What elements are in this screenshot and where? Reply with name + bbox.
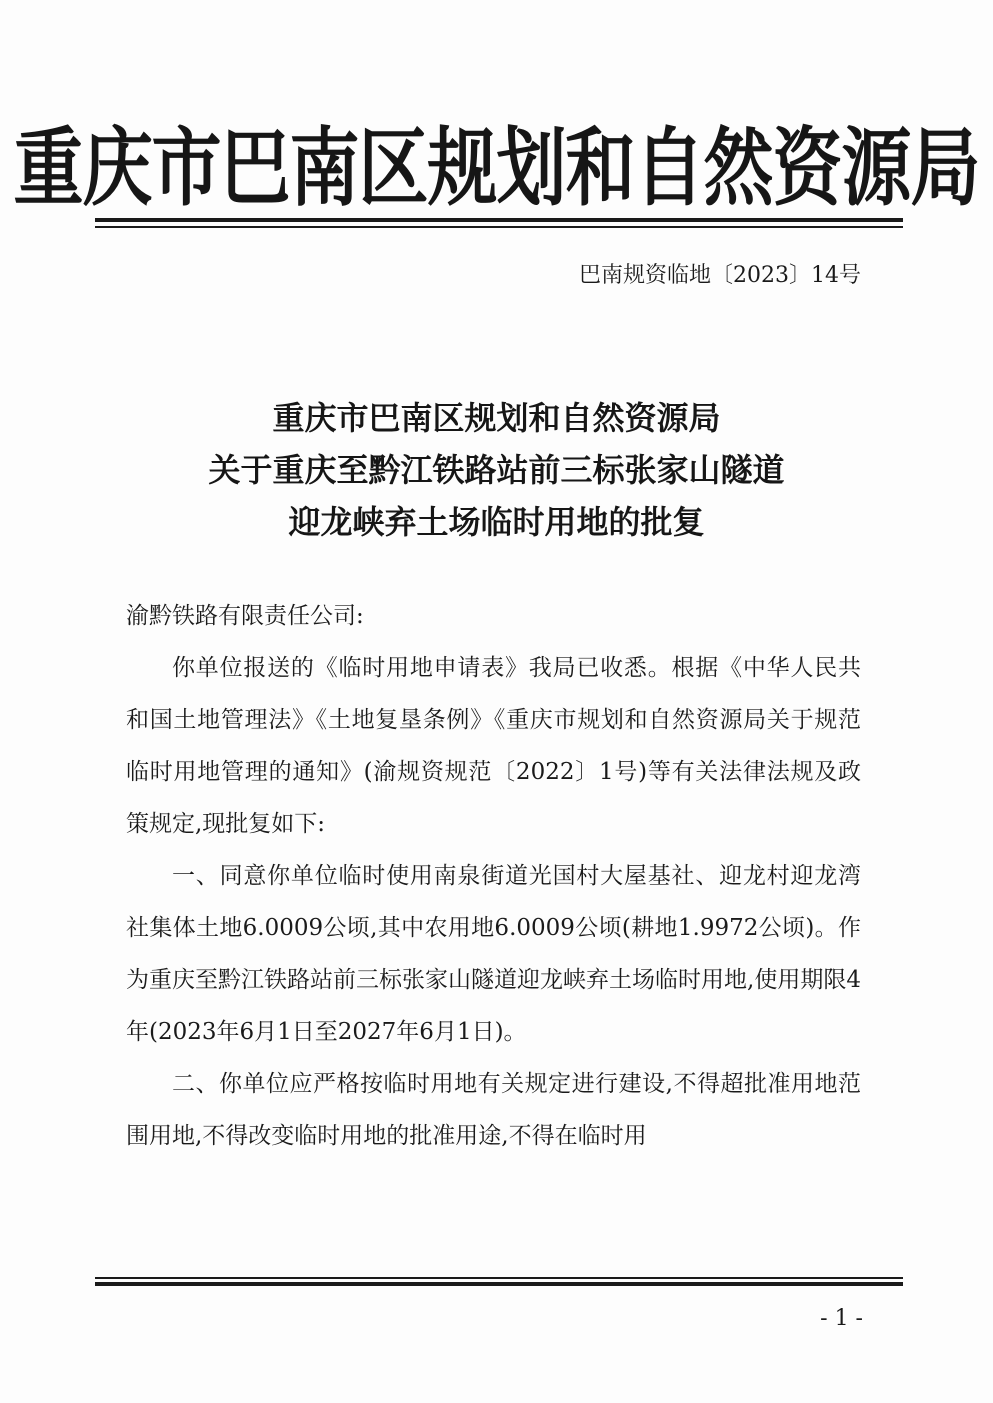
title-line: 关于重庆至黔江铁路站前三标张家山隧道 bbox=[208, 451, 785, 489]
addressee: 渝黔铁路有限责任公司: bbox=[126, 603, 364, 629]
document-number: 巴南规资临地〔2023〕14号 bbox=[579, 263, 861, 288]
footer-divider-thin bbox=[95, 1277, 903, 1279]
title-line: 迎龙峡弃土场临时用地的批复 bbox=[288, 503, 705, 541]
footer-divider-thick bbox=[95, 1282, 903, 1286]
header-divider-thin bbox=[95, 226, 903, 228]
document-title bbox=[0, 392, 993, 548]
body-paragraph: 一、同意你单位临时使用南泉街道光国村大屋基社、迎龙村迎龙湾社集体土地6.0009公顷,其中农用地6.0009公顷(耕地1.9972公顷)。作为重庆至黔江铁路站前三标张家山隧道迎龙峡弃土场临时用地,使用期限4年(2023年6月1日至2027年6月1日)。 bbox=[126, 863, 861, 1045]
document-body bbox=[126, 590, 861, 1162]
title-line: 重庆市巴南区规划和自然资源局 bbox=[272, 399, 721, 437]
body-paragraph: 二、你单位应严格按临时用地有关规定进行建设,不得超批准用地范围用地,不得改变临时用地的批准用途,不得在临时用 bbox=[126, 1071, 861, 1149]
page-number: - 1 - bbox=[820, 1306, 863, 1331]
body-paragraph: 你单位报送的《临时用地申请表》我局已收悉。根据《中华人民共和国土地管理法》《土地复垦条例》《重庆市规划和自然资源局关于规范临时用地管理的通知》(渝规资规范〔2022〕1号)等有关法律法规及政策规定,现批复如下: bbox=[126, 655, 861, 837]
issuing-organization-header: 重庆市巴南区规划和自然资源局 bbox=[13, 118, 980, 219]
header-divider-thick bbox=[95, 218, 903, 222]
